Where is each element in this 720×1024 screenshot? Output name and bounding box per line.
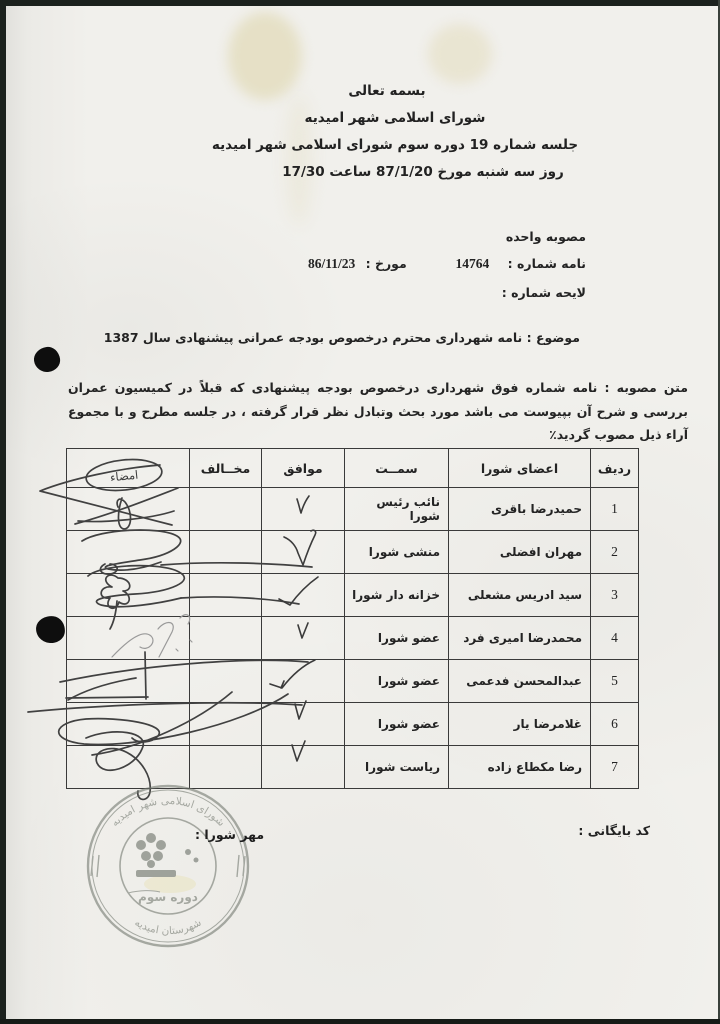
cell-signature xyxy=(67,574,190,617)
cell-member: مهران افضلی xyxy=(449,531,591,574)
cell-position: عضو شورا xyxy=(345,617,449,660)
members-vote-table xyxy=(66,448,639,789)
archive-code-label: کد بایگانی : xyxy=(578,823,650,838)
stamp-emblem xyxy=(136,833,199,877)
cell-disagree xyxy=(190,746,262,789)
cell-row-number: 5 xyxy=(591,660,639,703)
cell-member: حمیدرضا باقری xyxy=(449,488,591,531)
cell-position: عضو شورا xyxy=(345,703,449,746)
letter-date-line xyxy=(308,256,407,272)
hole-punch-mark xyxy=(32,345,61,373)
cell-disagree xyxy=(190,574,262,617)
header-signature xyxy=(67,449,190,488)
cell-row-number: 7 xyxy=(591,746,639,789)
stamp-ring-dividers xyxy=(91,855,245,877)
cell-agree xyxy=(262,746,345,789)
council-seal-label: مهر شورا : xyxy=(195,827,265,842)
svg-text:شهرستان امیدیه xyxy=(133,917,204,938)
table-row xyxy=(67,531,639,574)
stamp-ring-top-text: شورای اسلامی شهر امیدیه xyxy=(108,794,228,830)
cell-position: نائب رئیس شورا xyxy=(345,488,449,531)
signature-header-handwritten: امضاء xyxy=(109,467,139,485)
cell-agree xyxy=(262,617,345,660)
header-row-number: ردیف xyxy=(591,449,639,488)
cell-row-number: 6 xyxy=(591,703,639,746)
cell-position: منشی شورا xyxy=(345,531,449,574)
cell-disagree xyxy=(190,531,262,574)
header-agree: موافق xyxy=(262,449,345,488)
cell-disagree xyxy=(190,488,262,531)
scan-edge-top xyxy=(0,0,720,6)
letter-number-value: 14764 xyxy=(455,256,490,271)
bill-number-label: لایحه شماره : xyxy=(501,285,586,300)
table-header-row xyxy=(67,449,639,488)
cell-member: محمدرضا امیری فرد xyxy=(449,617,591,660)
hole-punch-mark xyxy=(35,615,67,645)
table-body xyxy=(67,488,639,789)
resolution-body-text: متن مصوبه : نامه شماره فوق شهرداری درخصوص بودجه پیشنهادی که قبلاً در کمیسیون عمران بررسی و شرح آن بپیوست می باشد مورد بحث وتبادل نظر قرار گرفته ، در جلسه مطرح و با مجموع آراء ذیل مصوب گردید٪ xyxy=(68,380,688,442)
table-row xyxy=(67,617,639,660)
cell-position: عضو شورا xyxy=(345,660,449,703)
scan-edge-bottom xyxy=(0,1019,720,1024)
cell-disagree xyxy=(190,660,262,703)
cell-row-number: 2 xyxy=(591,531,639,574)
cell-agree xyxy=(262,574,345,617)
header-position: سمــت xyxy=(345,449,449,488)
cell-agree xyxy=(262,703,345,746)
council-name-line: شورای اسلامی شهر امیدیه xyxy=(304,110,486,126)
cell-agree xyxy=(262,531,345,574)
table-row xyxy=(67,703,639,746)
table-row xyxy=(67,488,639,531)
letter-date-label: مورخ : xyxy=(365,256,407,271)
subject-line: موضوع : نامه شهرداری محترم درخصوص بودجه عمرانی پیشنهادی سال 1387 xyxy=(103,330,580,345)
letter-number-label: نامه شماره : xyxy=(507,256,586,271)
cell-signature xyxy=(67,617,190,660)
cell-member: سید ادریس مشعلی xyxy=(449,574,591,617)
session-number-line: جلسه شماره 19 دوره سوم شورای اسلامی شهر امیدیه xyxy=(211,137,579,153)
stamp-inner-scribble xyxy=(128,891,160,893)
council-round-stamp xyxy=(88,786,248,946)
header-disagree: مخــالف xyxy=(190,449,262,488)
resolution-title: مصوبه واحده xyxy=(505,229,586,244)
cell-row-number: 1 xyxy=(591,488,639,531)
cell-position: خزانه دار شورا xyxy=(345,574,449,617)
cell-signature xyxy=(67,531,190,574)
stamp-center-text: دوره سوم xyxy=(138,890,198,904)
letterhead xyxy=(140,78,650,186)
scan-edge-left xyxy=(0,0,6,1024)
table-row xyxy=(67,574,639,617)
paper-stain xyxy=(428,24,492,84)
cell-row-number: 4 xyxy=(591,617,639,660)
cell-disagree xyxy=(190,703,262,746)
cell-position: ریاست شورا xyxy=(345,746,449,789)
letter-number-line xyxy=(456,256,586,272)
cell-signature xyxy=(67,746,190,789)
stamp-highlight xyxy=(144,875,196,893)
svg-text:شورای اسلامی شهر امیدیه xyxy=(109,795,227,829)
letter-date-value: 86/11/23 xyxy=(308,256,356,271)
cell-signature xyxy=(67,660,190,703)
bismillah-line: بسمه تعالی xyxy=(348,83,426,99)
header-members: اعضای شورا xyxy=(449,449,591,488)
cell-member: عبدالمحسن فدعمی xyxy=(449,660,591,703)
cell-agree xyxy=(262,660,345,703)
cell-signature xyxy=(67,703,190,746)
table-row xyxy=(67,660,639,703)
stamp-ring-bottom-text: شهرستان امیدیه xyxy=(132,916,204,938)
cell-disagree xyxy=(190,617,262,660)
table-row xyxy=(67,746,639,789)
cell-signature xyxy=(67,488,190,531)
cell-member: غلامرضا یار xyxy=(449,703,591,746)
cell-member: رضا مکطاع زاده xyxy=(449,746,591,789)
session-datetime-line: روز سه شنبه مورخ 87/1/20 ساعت 17/30 xyxy=(282,164,564,180)
cell-agree xyxy=(262,488,345,531)
cell-row-number: 3 xyxy=(591,574,639,617)
